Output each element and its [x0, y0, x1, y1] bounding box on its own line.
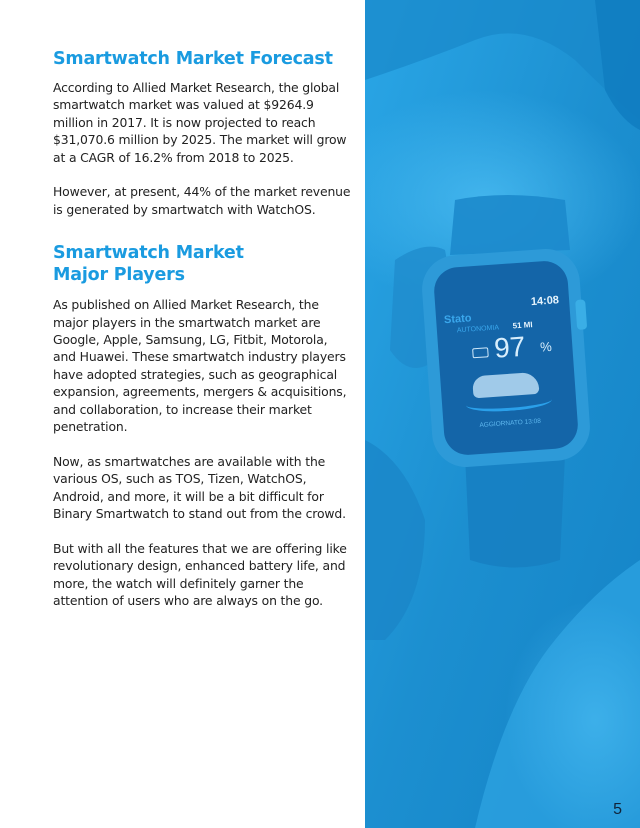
- watch-range-value: 51 MI: [512, 320, 533, 331]
- paragraph: Now, as smartwatches are available with the various OS, such as TOS, Tizen, WatchOS, Android, and more, it will be a bit difficult for Binary Smartwatch to stand out from the crowd.: [53, 453, 346, 522]
- watch-battery-percent: 97: [493, 330, 527, 364]
- section-title-forecast: Smartwatch Market Forecast: [53, 49, 333, 69]
- paragraph: According to Allied Market Research, the global smartwatch market was valued at $9264.9 million in 2017. It is now projected to reach $31,070.6 million by 2025. The market will grow at a CAGR of 16.2% from 2018 to 2025.: [53, 80, 347, 165]
- title-line: Major Players: [53, 265, 185, 286]
- paragraph: As published on Allied Market Research, the major players in the smartwatch market are Google, Apple, Samsung, LG, Fitbit, Motorola, and Huawei. These smartwatch industry players have adopted strategies, such as geographical expansion, agreements, mergers & acquisitions, and collaboration, to increase their market penetration.: [53, 297, 347, 435]
- section-title-major-players: [53, 242, 353, 286]
- page-number: 5: [613, 801, 622, 818]
- watch-label-stato: Stato: [443, 312, 472, 327]
- paragraph: But with all the features that we are offering like revolutionary design, enhanced battery life, and more, the watch will definitely garner the attention of users who are always on the go.: [53, 540, 347, 609]
- title-line: Smartwatch Market: [53, 243, 244, 264]
- smartwatch-photo: [365, 0, 640, 828]
- text-column: [53, 48, 353, 610]
- watch-screen: [435, 266, 577, 455]
- watch-updated: AGGIORNATO 13:08: [479, 417, 542, 429]
- paragraph: However, at present, 44% of the market revenue is generated by smartwatch with WatchOS.: [53, 184, 351, 217]
- watch-range-label: AUTONOMIA: [456, 324, 500, 335]
- watch-percent-sign: %: [539, 338, 553, 355]
- watch-time: 14:08: [530, 294, 560, 309]
- battery-icon: [472, 347, 489, 358]
